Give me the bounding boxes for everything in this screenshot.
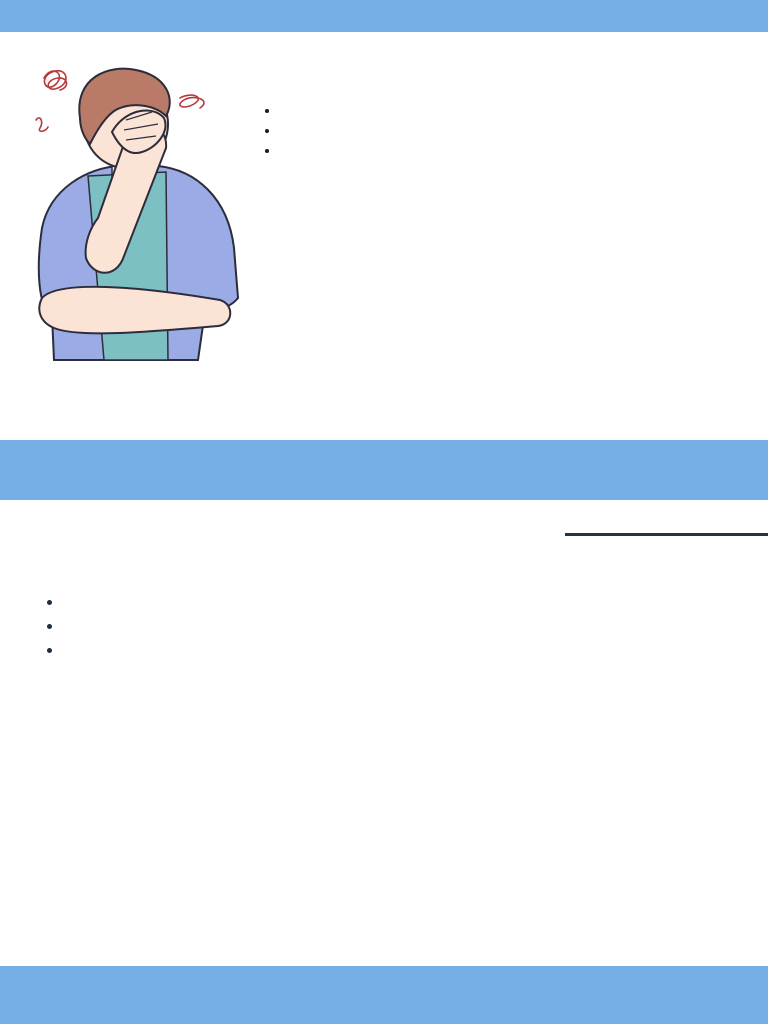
phase-heading bbox=[34, 639, 734, 663]
phase-heading bbox=[34, 615, 734, 639]
stressor-bullet-list bbox=[253, 100, 730, 160]
bottom-scalloped-band bbox=[0, 966, 768, 1024]
phase-heading bbox=[34, 591, 734, 615]
list-item bbox=[279, 120, 730, 140]
top-scalloped-band bbox=[0, 0, 768, 32]
title-rule bbox=[565, 533, 768, 536]
stressed-person-illustration bbox=[28, 48, 240, 370]
list-item bbox=[279, 100, 730, 120]
list-item bbox=[279, 140, 730, 160]
phase-list bbox=[34, 591, 734, 663]
middle-scalloped-band bbox=[0, 440, 768, 500]
intro-text bbox=[253, 60, 730, 160]
